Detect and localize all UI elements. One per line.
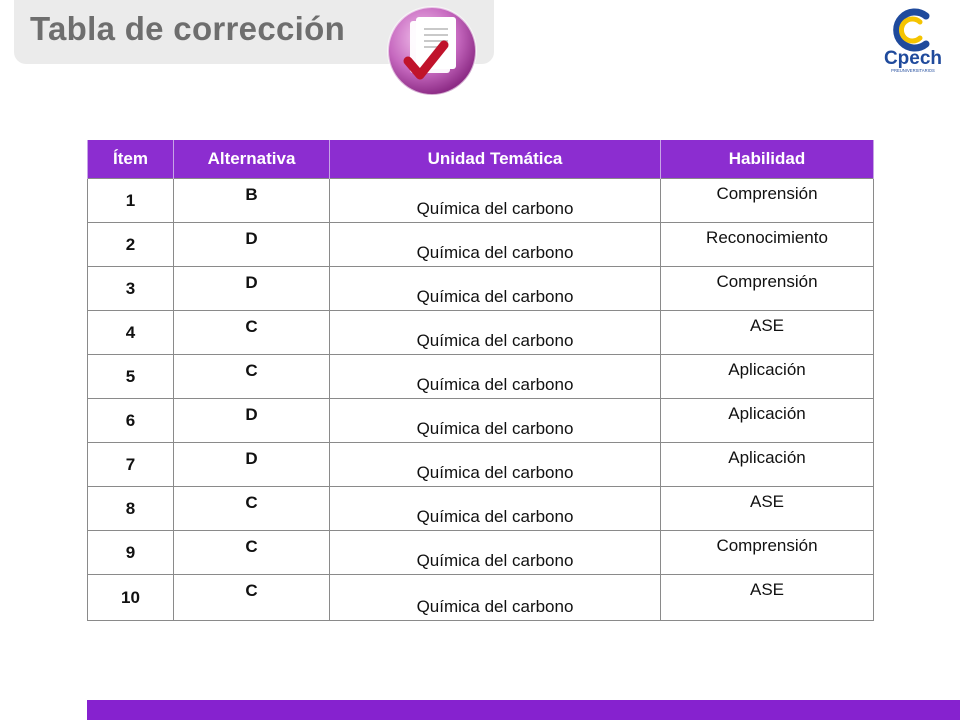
unit-cell: Química del carbono	[330, 531, 661, 575]
table-row	[88, 311, 874, 355]
unit-cell: Química del carbono	[330, 575, 661, 621]
column-header: Alternativa	[174, 140, 330, 179]
skill-cell: ASE	[661, 311, 874, 355]
table-row	[88, 531, 874, 575]
correction-table	[87, 140, 874, 621]
table-row	[88, 575, 874, 621]
skill-cell: Comprensión	[661, 179, 874, 223]
alternative-cell: C	[174, 575, 330, 621]
logo-text: Cpech	[883, 48, 943, 69]
table-row	[88, 223, 874, 267]
item-cell: 9	[88, 531, 174, 575]
skill-cell: ASE	[661, 487, 874, 531]
page-title: Tabla de corrección	[30, 10, 346, 47]
unit-cell: Química del carbono	[330, 179, 661, 223]
unit-cell: Química del carbono	[330, 223, 661, 267]
skill-cell: Aplicación	[661, 443, 874, 487]
item-cell: 10	[88, 575, 174, 621]
item-cell: 2	[88, 223, 174, 267]
skill-cell: Aplicación	[661, 399, 874, 443]
document-checkmark-icon	[386, 5, 478, 97]
column-header: Ítem	[88, 140, 174, 179]
column-header: Unidad Temática	[330, 140, 661, 179]
table-row	[88, 399, 874, 443]
alternative-cell: C	[174, 311, 330, 355]
unit-cell: Química del carbono	[330, 487, 661, 531]
skill-cell: ASE	[661, 575, 874, 621]
unit-cell: Química del carbono	[330, 443, 661, 487]
item-cell: 5	[88, 355, 174, 399]
alternative-cell: D	[174, 223, 330, 267]
table-row	[88, 487, 874, 531]
item-cell: 8	[88, 487, 174, 531]
item-cell: 4	[88, 311, 174, 355]
skill-cell: Reconocimiento	[661, 223, 874, 267]
alternative-cell: D	[174, 267, 330, 311]
table-row	[88, 443, 874, 487]
item-cell: 3	[88, 267, 174, 311]
column-header: Habilidad	[661, 140, 874, 179]
table-header-row	[88, 140, 874, 179]
item-cell: 1	[88, 179, 174, 223]
alternative-cell: D	[174, 399, 330, 443]
item-cell: 6	[88, 399, 174, 443]
cpech-logo	[876, 6, 950, 74]
alternative-cell: C	[174, 531, 330, 575]
alternative-cell: C	[174, 487, 330, 531]
table-row	[88, 179, 874, 223]
logo-subtitle: PREUNIVERSITARIOS	[891, 68, 935, 73]
unit-cell: Química del carbono	[330, 267, 661, 311]
skill-cell: Comprensión	[661, 267, 874, 311]
skill-cell: Aplicación	[661, 355, 874, 399]
table-row	[88, 355, 874, 399]
unit-cell: Química del carbono	[330, 399, 661, 443]
item-cell: 7	[88, 443, 174, 487]
unit-cell: Química del carbono	[330, 355, 661, 399]
table-row	[88, 267, 874, 311]
footer-bar	[87, 700, 960, 720]
alternative-cell: C	[174, 355, 330, 399]
alternative-cell: B	[174, 179, 330, 223]
unit-cell: Química del carbono	[330, 311, 661, 355]
alternative-cell: D	[174, 443, 330, 487]
skill-cell: Comprensión	[661, 531, 874, 575]
